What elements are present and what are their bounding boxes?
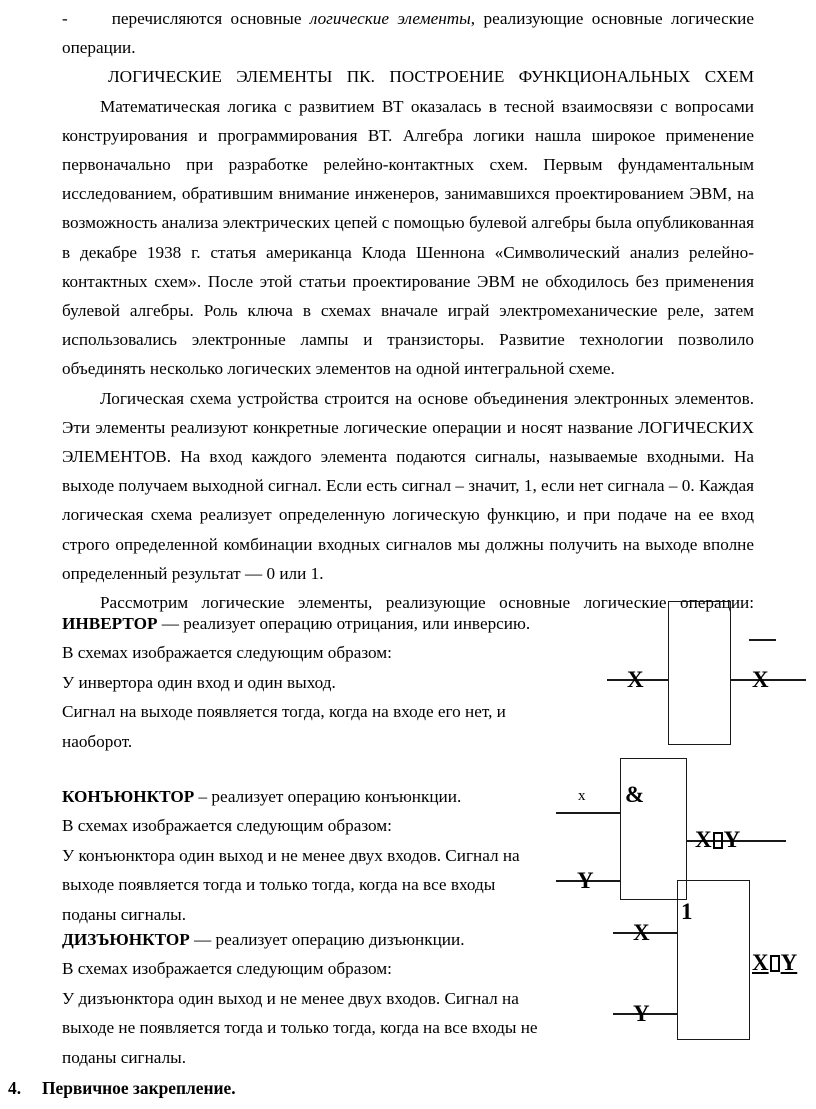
section-heading: ЛОГИЧЕСКИЕ ЭЛЕМЕНТЫ ПК. ПОСТРОЕНИЕ ФУНКЦИОНАЛЬНЫХ СХЕМ	[108, 67, 754, 87]
conjunctor-line-1: В схемах изображается следующим образом:	[62, 816, 392, 836]
disjunctor-output-left: X	[752, 950, 769, 975]
inverter-line-3: Сигнал на выходе появляется тогда, когда на входе его нет, и наоборот.	[62, 702, 506, 751]
conjunctor-definition: – реализует операцию конъюнкции.	[194, 787, 462, 806]
inverter-output-label: X	[752, 667, 769, 692]
disjunctor-input-label-1: X	[633, 920, 650, 945]
disjunctor-output-label	[752, 951, 797, 974]
bullet-italic-term: логические элементы	[309, 9, 471, 28]
body-paragraph-2: Логическая схема устройства строится на основе объединения электронных элементов. Эти элементы реализуют конкретные логические операции и носят название ЛОГИЧЕСКИХ ЭЛЕМЕНТОВ. На вход каждого элемента подаются сигналы, называемые входными. На выходе получаем выходной сигнал. Если есть сигнал – значит, 1, если нет сигнала – 0. Каждая логическая схема реализует определенную логическую функцию, и при подаче на ее вход строго определенной комбинации входных сигналов мы должны получить на выходе вполне определенный результат — 0 или 1.	[62, 388, 754, 583]
disjunctor-line-2: У дизъюнктора один выход и не менее двух входов. Сигнал на выходе не появляется тогда и только тогда, когда на все входы не поданы сигналы.	[62, 988, 538, 1067]
inverter-term: ИНВЕРТОР	[62, 614, 158, 633]
footer-list-item	[8, 1076, 236, 1100]
disjunctor-definition: — реализует операцию дизъюнкции.	[189, 930, 465, 949]
body-paragraph-3: Рассмотрим логические элементы, реализующие основные логические операции:	[100, 593, 754, 613]
disjunctor-gate-symbol: 1	[681, 899, 693, 924]
conjunctor-gate-symbol: &	[625, 782, 645, 807]
conjunctor-output-left: X	[695, 827, 712, 852]
footer-item-text: Первичное закрепление.	[42, 1078, 236, 1098]
inverter-input-label: X	[627, 667, 644, 692]
conjunctor-term: КОНЪЮНКТОР	[62, 787, 195, 806]
conjunctor-output-right: Y	[723, 827, 741, 852]
disjunctor-input-label-2: Y	[633, 1001, 650, 1026]
disjunctor-output-right: Y	[780, 950, 798, 975]
disjunctor-operator-glyph	[770, 955, 780, 972]
inverter-line-2: У инвертора один вход и один выход.	[62, 672, 336, 692]
footer-item-number: 4.	[8, 1078, 22, 1098]
inverter-definition: — реализует операцию отрицания, или инверсию.	[157, 614, 531, 633]
disjunctor-line-1: В схемах изображается следующим образом:	[62, 959, 392, 979]
conjunctor-input-label-1: x	[578, 788, 586, 804]
bullet-text-before: перечисляются основные	[111, 9, 310, 28]
conjunctor-input-label-2: Y	[577, 868, 594, 893]
conjunctor-line-2: У конъюнктора один выход и не менее двух входов. Сигнал на выходе появляется тогда и только тогда, когда на все входы поданы сигналы.	[62, 845, 520, 924]
body-paragraph-1: Математическая логика с развитием ВТ оказалась в тесной взаимосвязи с вопросами конструирования и программирования ВТ. Алгебра логики нашла широкое применение первоначально при разработке релейно-контактных схем. Первым фундаментальным исследованием, обратившим внимание инженеров, занимавшихся проектированием ЭВМ, на возможность анализа электрических цепей с помощью булевой алгебры была опубликованная в декабре 1938 г. статья американца Клода Шеннона «Символический анализ релейно-контактных схем». После этой статьи проектирование ЭВМ не обходилось без применения булевой алгебры. Роль ключа в схемах вначале играй электромеханические реле, затем использовались электронные лампы и транзисторы. Развитие технологии позволило объединять несколько логических элементов на одной интегральной схеме.	[62, 96, 754, 379]
bullet-marker: -	[62, 9, 68, 28]
disjunctor-term: ДИЗЪЮНКТОР	[62, 930, 190, 949]
inverter-line-1: В схемах изображается следующим образом:	[62, 643, 392, 663]
bullet-text-after: , реализующие основные логические операции.	[62, 9, 754, 58]
